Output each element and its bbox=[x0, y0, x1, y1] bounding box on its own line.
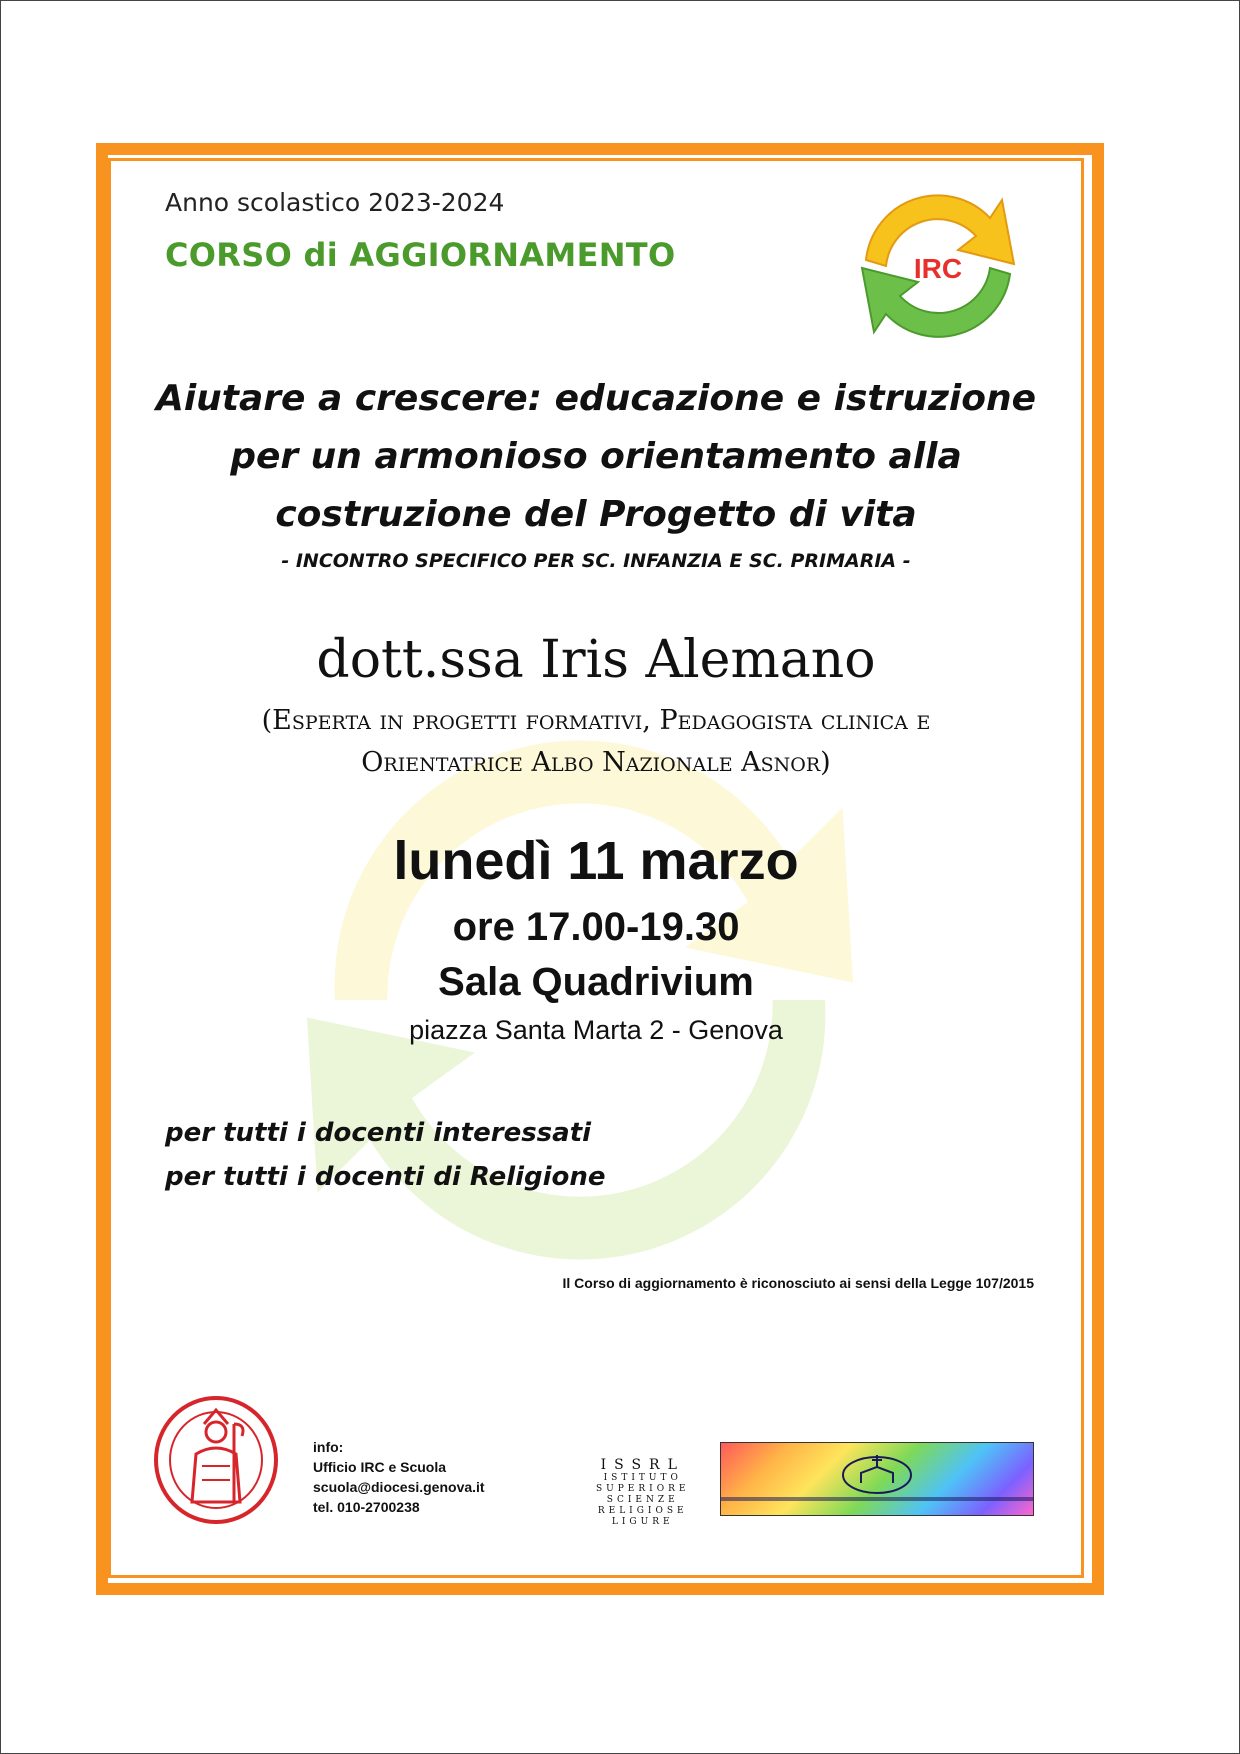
irc-logo-icon bbox=[852, 182, 1024, 350]
banner-text-strip bbox=[721, 1497, 1033, 1501]
issrl-line-1: ISTITUTO bbox=[603, 1473, 682, 1483]
logo-text: IRC bbox=[913, 253, 963, 284]
audience-line-1: per tutti i docenti interessati bbox=[165, 1118, 592, 1148]
event-time: ore 17.00-19.30 bbox=[452, 905, 740, 949]
event-place: Sala Quadrivium bbox=[438, 960, 754, 1004]
event-date: lunedì 11 marzo bbox=[393, 831, 799, 891]
rainbow-banner-logo bbox=[720, 1442, 1034, 1516]
info-email: scuola@diocesi.genova.it bbox=[313, 1479, 485, 1495]
title-line-1: Aiutare a crescere: educazione e istruzione bbox=[155, 378, 1037, 419]
info-label: info: bbox=[313, 1439, 344, 1455]
issrl-line-2: SUPERIORE bbox=[596, 1484, 690, 1494]
event-address: piazza Santa Marta 2 - Genova bbox=[409, 1015, 783, 1045]
contact-info bbox=[313, 1437, 485, 1517]
info-office: Ufficio IRC e Scuola bbox=[313, 1459, 447, 1475]
title-line-2: per un armonioso orientamento alla bbox=[230, 436, 962, 477]
course-heading: CORSO di AGGIORNAMENTO bbox=[165, 236, 676, 274]
issrl-acronym: ISSRL bbox=[600, 1457, 685, 1473]
speaker-name: dott.ssa Iris Alemano bbox=[316, 630, 876, 690]
issrl-logo bbox=[596, 1457, 689, 1528]
audience-line-2: per tutti i docenti di Religione bbox=[165, 1162, 606, 1192]
issrl-line-3: SCIENZE bbox=[606, 1495, 679, 1505]
law-note: Il Corso di aggiornamento è riconosciuto ai sensi della Legge 107/2015 bbox=[562, 1275, 1034, 1291]
subtitle: - INCONTRO SPECIFICO PER SC. INFANZIA E SC. PRIMARIA - bbox=[281, 550, 911, 572]
speaker-role bbox=[108, 700, 1084, 784]
diocese-seal-icon bbox=[152, 1394, 280, 1526]
church-emblem-icon bbox=[839, 1451, 915, 1495]
title-line-3: costruzione del Progetto di vita bbox=[275, 494, 917, 535]
info-phone: tel. 010-2700238 bbox=[313, 1499, 420, 1515]
speaker-role-line-2: Orientatrice Albo Nazionale Asnor) bbox=[361, 747, 831, 778]
issrl-line-5: LIGURE bbox=[611, 1517, 674, 1527]
issrl-line-4: RELIGIOSE bbox=[597, 1506, 688, 1516]
school-year: Anno scolastico 2023-2024 bbox=[165, 188, 505, 217]
speaker-role-line-1: (Esperta in progetti formativi, Pedagogista clinica e bbox=[261, 705, 931, 736]
